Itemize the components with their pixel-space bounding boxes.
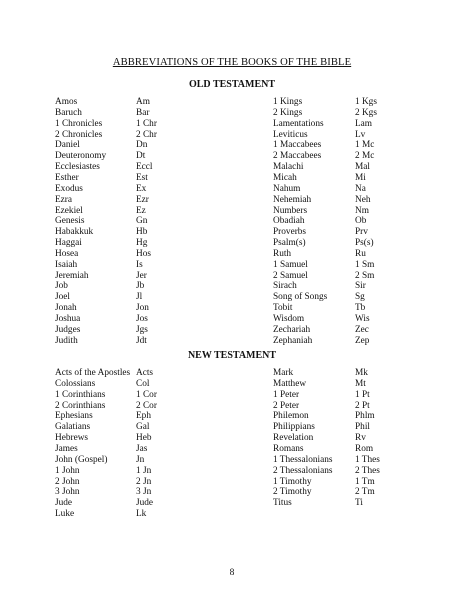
book-name: 1 Corinthians — [55, 389, 106, 400]
book-name: Daniel — [55, 140, 80, 151]
book-abbreviation: Heb — [136, 433, 152, 444]
book-name: Galatians — [55, 422, 91, 433]
book-abbreviation: Sir — [355, 281, 366, 292]
book-name: Numbers — [273, 205, 308, 216]
book-abbreviation: Am — [136, 97, 150, 107]
book-name: Hosea — [55, 248, 79, 259]
book-name: 2 Corinthians — [55, 400, 106, 411]
book-abbreviation: Jos — [136, 314, 148, 324]
book-name: Exodus — [55, 183, 83, 194]
book-abbreviation: Sg — [355, 292, 365, 303]
book-abbreviation: Ex — [136, 183, 147, 194]
book-name: Ezra — [55, 194, 73, 205]
book-name: Colossians — [55, 378, 96, 389]
book-abbreviation: 1 Kgs — [355, 97, 377, 107]
book-abbreviation: 2 Pt — [355, 400, 370, 411]
book-abbreviation: 1 Cor — [136, 389, 157, 400]
book-name: Zephaniah — [273, 335, 313, 346]
book-name: Haggai — [55, 238, 82, 249]
book-name: Acts of the Apostles — [55, 368, 131, 378]
book-name: 2 Maccabees — [273, 151, 322, 162]
book-abbreviation: Gn — [136, 216, 148, 227]
book-abbreviation: 3 Jn — [136, 487, 152, 498]
book-name: Zechariah — [273, 324, 311, 335]
book-abbreviation: Jas — [136, 443, 148, 454]
book-name: 2 Kings — [273, 107, 303, 118]
page-number: 8 — [229, 568, 235, 578]
book-abbreviation: Jgs — [136, 324, 148, 335]
book-name: Leviticus — [273, 129, 308, 140]
book-name: Psalm(s) — [273, 238, 306, 249]
book-abbreviation: Zep — [355, 335, 370, 346]
book-abbreviation: Neh — [355, 194, 371, 205]
book-abbreviation: Ez — [136, 205, 146, 216]
book-abbreviation: Jn — [136, 454, 145, 465]
old-testament-heading: OLD TESTAMENT — [188, 79, 276, 90]
book-name: 2 Timothy — [273, 487, 312, 498]
book-name: Lamentations — [273, 118, 324, 129]
book-name: 1 Chronicles — [55, 118, 103, 129]
book-abbreviation: Phil — [355, 422, 370, 433]
book-name: Mark — [273, 368, 294, 378]
book-abbreviation: Tb — [355, 303, 366, 314]
book-abbreviation: Dn — [136, 140, 148, 151]
book-name: 1 Maccabees — [273, 140, 322, 151]
new-testament-heading: NEW TESTAMENT — [187, 350, 277, 361]
page-title: ABBREVIATIONS OF THE BOOKS OF THE BIBLE — [112, 57, 352, 68]
book-name: Obadiah — [273, 216, 305, 227]
book-name: James — [55, 443, 78, 454]
book-abbreviation: 1 Sm — [355, 259, 375, 270]
book-abbreviation: 2 Mc — [355, 151, 375, 162]
book-abbreviation: 1 Thes — [355, 454, 380, 465]
book-abbreviation: Hos — [136, 248, 151, 259]
book-abbreviation: 1 Tm — [355, 476, 375, 487]
book-name: 3 John — [55, 487, 80, 498]
book-name: Malachi — [273, 162, 304, 173]
book-abbreviation: 1 Pt — [355, 389, 370, 400]
book-abbreviation: 2 Jn — [136, 476, 152, 487]
book-abbreviation: Rom — [355, 443, 374, 454]
book-abbreviation: Jude — [136, 498, 154, 509]
book-name: Isaiah — [55, 259, 78, 270]
book-abbreviation: Acts — [136, 368, 154, 378]
book-name: Judith — [55, 335, 78, 346]
book-name: Ruth — [273, 248, 292, 259]
book-name: Genesis — [55, 216, 85, 227]
book-name: Nahum — [273, 183, 301, 194]
book-name: Philippians — [273, 422, 315, 433]
book-name: Ezekiel — [55, 205, 83, 216]
book-name: Joshua — [55, 314, 81, 324]
book-abbreviation: Hg — [136, 238, 148, 249]
book-name: 2 John — [55, 476, 80, 487]
book-abbreviation: Nm — [355, 205, 369, 216]
book-name: 2 Peter — [273, 400, 300, 411]
book-name: Judges — [55, 324, 81, 335]
book-abbreviation: Jdt — [136, 335, 147, 346]
book-name: Micah — [273, 172, 297, 183]
book-abbreviation: Rv — [355, 433, 366, 444]
book-name: 1 Timothy — [273, 476, 312, 487]
book-abbreviation: 2 Kgs — [355, 107, 377, 118]
book-name: Jonah — [55, 303, 77, 314]
book-abbreviation: Jl — [136, 292, 143, 303]
book-name: Titus — [273, 498, 292, 509]
book-name: Nehemiah — [273, 194, 312, 205]
book-abbreviation: Is — [136, 259, 143, 270]
book-abbreviation: 2 Tm — [355, 487, 375, 498]
book-name: 1 John — [55, 465, 80, 476]
book-name: Esther — [55, 172, 79, 183]
book-abbreviation: Prv — [355, 227, 368, 238]
book-name: Jude — [55, 498, 73, 509]
book-name: Song of Songs — [273, 292, 328, 303]
book-abbreviation: 1 Chr — [136, 118, 157, 129]
book-name: Habakkuk — [55, 227, 94, 238]
book-name: John (Gospel) — [55, 454, 108, 465]
book-name: Matthew — [273, 378, 307, 389]
book-name: Romans — [273, 443, 304, 454]
book-abbreviation: Col — [136, 378, 150, 389]
book-abbreviation: Ps(s) — [355, 238, 374, 249]
book-name: Tobit — [273, 303, 293, 314]
book-abbreviation: Wis — [355, 314, 370, 324]
book-abbreviation: Bar — [136, 107, 150, 118]
book-abbreviation: Hb — [136, 227, 148, 238]
book-name: Jeremiah — [55, 270, 89, 281]
book-name: Proverbs — [273, 227, 307, 238]
book-name: Sirach — [273, 281, 297, 292]
book-abbreviation: Ob — [355, 216, 367, 227]
book-abbreviation: Jb — [136, 281, 145, 292]
book-name: Revelation — [273, 433, 314, 444]
book-name: 2 Thessalonians — [273, 465, 333, 476]
book-name: Baruch — [55, 107, 82, 118]
book-abbreviation: Phlm — [355, 411, 375, 422]
book-abbreviation: Jon — [136, 303, 149, 314]
book-abbreviation: Zec — [355, 324, 369, 335]
book-name: 1 Thessalonians — [273, 454, 333, 465]
book-name: Wisdom — [273, 314, 305, 324]
book-name: 1 Peter — [273, 389, 300, 400]
book-abbreviation: 2 Sm — [355, 270, 375, 281]
book-abbreviation: 1 Jn — [136, 465, 152, 476]
book-abbreviation: Eph — [136, 411, 151, 422]
book-abbreviation: Jer — [136, 270, 147, 281]
book-abbreviation: Mk — [355, 368, 368, 378]
book-name: 2 Chronicles — [55, 129, 103, 140]
book-abbreviation: Ti — [355, 498, 363, 509]
book-abbreviation: Lv — [355, 129, 366, 140]
book-name: Hebrews — [55, 433, 89, 444]
book-abbreviation: 2 Chr — [136, 129, 157, 140]
book-name: 2 Samuel — [273, 270, 308, 281]
book-name: Job — [55, 281, 68, 292]
book-name: Joel — [55, 292, 70, 303]
book-name: Amos — [55, 97, 78, 107]
book-abbreviation: Mt — [355, 378, 366, 389]
book-name: Ephesians — [55, 411, 93, 422]
book-abbreviation: Mal — [355, 162, 370, 173]
book-name: Luke — [55, 509, 75, 520]
book-name: 1 Kings — [273, 97, 303, 107]
book-abbreviation: Gal — [136, 422, 150, 433]
book-name: Philemon — [273, 411, 309, 422]
book-abbreviation: 2 Thes — [355, 465, 380, 476]
book-abbreviation: Dt — [136, 151, 146, 162]
book-abbreviation: Lk — [136, 509, 147, 520]
book-abbreviation: Lam — [355, 118, 373, 129]
book-abbreviation: Ezr — [136, 194, 149, 205]
book-name: 1 Samuel — [273, 259, 308, 270]
book-abbreviation: 1 Mc — [355, 140, 375, 151]
book-name: Ecclesiastes — [55, 162, 100, 173]
book-abbreviation: Mi — [355, 172, 366, 183]
book-abbreviation: 2 Cor — [136, 400, 157, 411]
book-abbreviation: Eccl — [136, 162, 153, 173]
book-name: Deuteronomy — [55, 151, 107, 162]
book-abbreviation: Ru — [355, 248, 366, 259]
book-abbreviation: Na — [355, 183, 366, 194]
book-abbreviation: Est — [136, 172, 148, 183]
